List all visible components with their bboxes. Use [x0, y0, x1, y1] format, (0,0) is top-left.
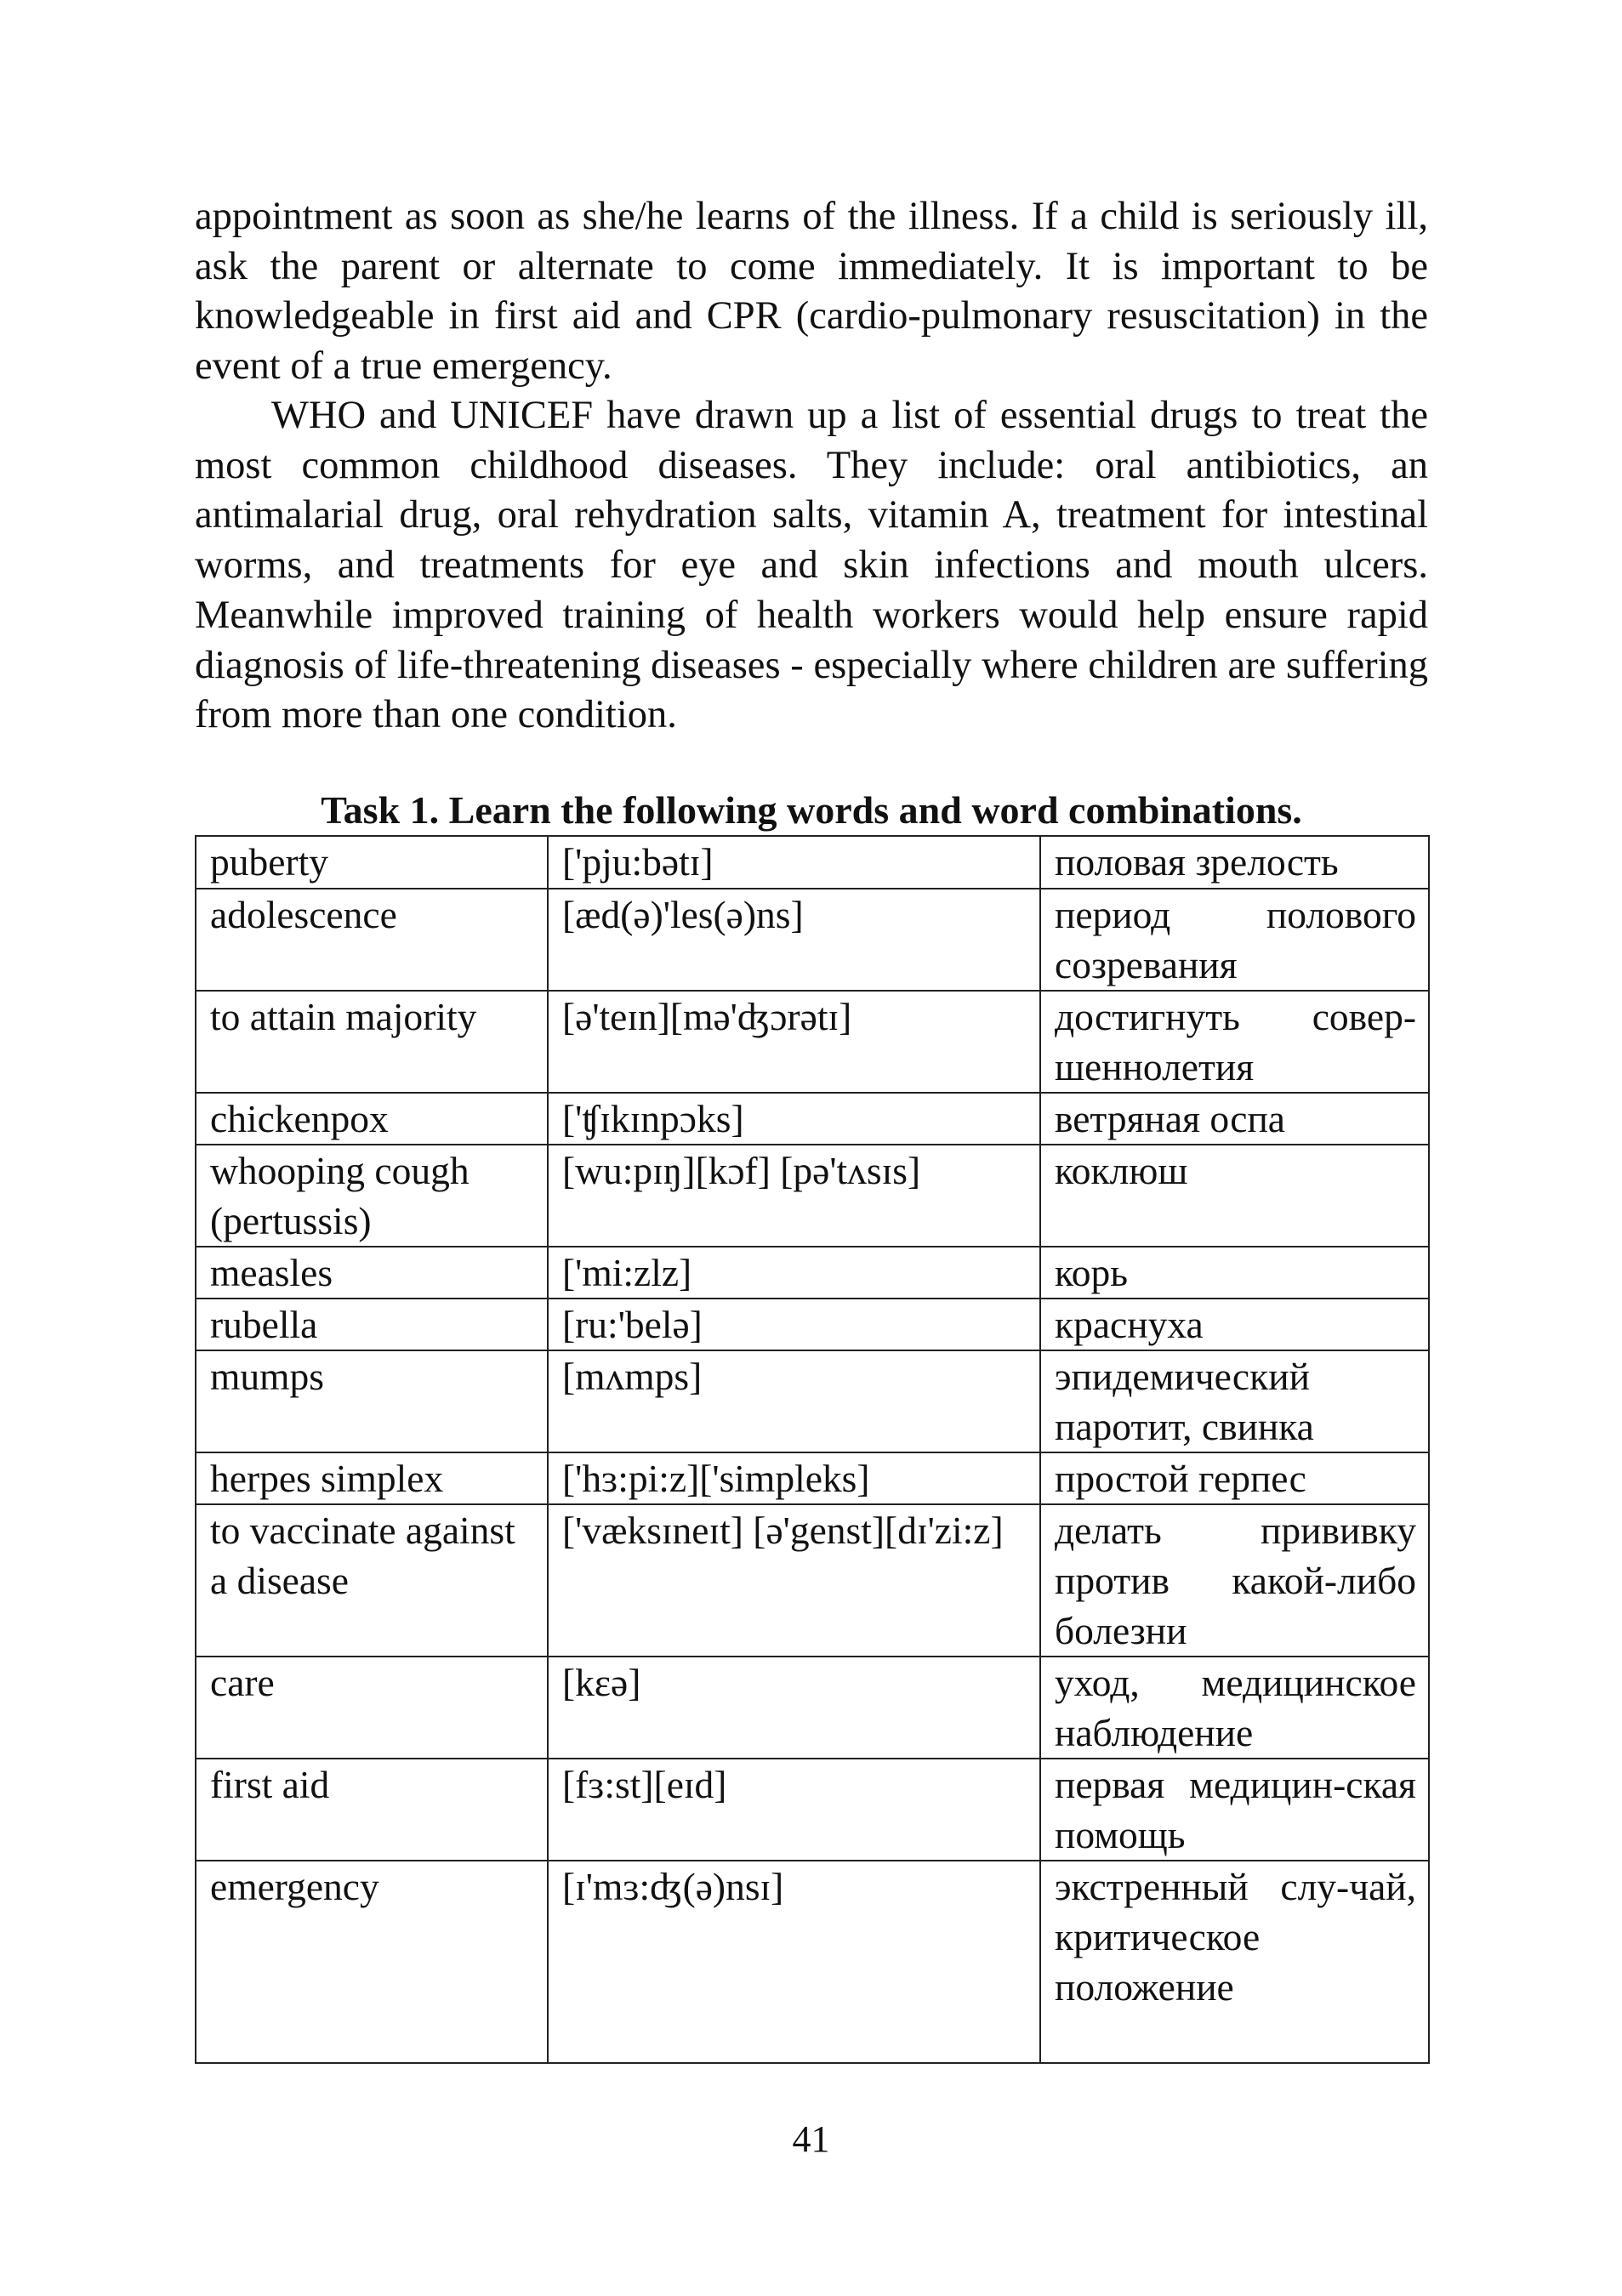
- translation-cell: простой герпес: [1040, 1452, 1429, 1504]
- translation-cell: делать прививку против какой-либо болезни: [1040, 1504, 1429, 1657]
- translation-cell: уход, медицинское наблюдение: [1040, 1657, 1429, 1759]
- table-row: [196, 1759, 1429, 1861]
- translation-cell: первая медицин-ская помощь: [1040, 1759, 1429, 1861]
- body-paragraph: appointment as soon as she/he learns of the illness. If a child is seriously ill, ask the parent or alternate to come immediately. It is important to be knowledgeable in first aid and CPR (cardio-pulmonary resuscitation) in the event of a true emergency.: [195, 195, 1428, 389]
- term-cell: herpes simplex: [196, 1452, 548, 1504]
- term-cell: chickenpox: [196, 1093, 548, 1145]
- translation-cell: экстренный слу-чай, критическое положение: [1040, 1861, 1429, 2063]
- term-cell: mumps: [196, 1350, 548, 1452]
- term-cell: first aid: [196, 1759, 548, 1861]
- transcription-cell: [kɛə]: [548, 1657, 1040, 1759]
- transcription-cell: [ɪ'mɜ:ʤ(ə)nsɪ]: [548, 1861, 1040, 2063]
- term-cell: whooping cough (pertussis): [196, 1145, 548, 1247]
- page-number: 41: [792, 2118, 830, 2160]
- table-row: [196, 1299, 1429, 1350]
- table-row: [196, 1350, 1429, 1452]
- transcription-cell: ['pju:bətɪ]: [548, 836, 1040, 889]
- translation-cell: коклюш: [1040, 1145, 1429, 1247]
- transcription-cell: [wu:pɪŋ][kɔf] [pə'tʌsɪs]: [548, 1145, 1040, 1247]
- table-row: [196, 1093, 1429, 1145]
- translation-cell: краснуха: [1040, 1299, 1429, 1350]
- term-cell: adolescence: [196, 889, 548, 991]
- body-paragraph: WHO and UNICEF have drawn up a list of essential drugs to treat the most common childhood diseases. They include: oral antibiotics, an antimalarial drug, oral rehydration salts, vitamin A, treatment for intestinal worms, and treatments for eye and skin infections and mouth ulcers. Meanwhile improved training of health workers would help ensure rapid diagnosis of life-threatening diseases - especially where children are suffering from more than one condition.: [195, 394, 1428, 737]
- term-cell: to vaccinate against a disease: [196, 1504, 548, 1657]
- table-row: [196, 1247, 1429, 1299]
- transcription-cell: [ə'teɪn][mə'ʤɔrətɪ]: [548, 991, 1040, 1093]
- transcription-cell: [æd(ə)'les(ə)ns]: [548, 889, 1040, 991]
- term-cell: emergency: [196, 1861, 548, 2063]
- term-cell: rubella: [196, 1299, 548, 1350]
- translation-cell: достигнуть совер-шеннолетия: [1040, 991, 1429, 1093]
- translation-cell: половая зрелость: [1040, 836, 1429, 889]
- transcription-cell: ['mi:zlz]: [548, 1247, 1040, 1299]
- table-row: [196, 889, 1429, 991]
- term-cell: puberty: [196, 836, 548, 889]
- transcription-cell: ['ʧɪkɪnpɔks]: [548, 1093, 1040, 1145]
- table-row: [196, 991, 1429, 1093]
- table-row: [196, 1145, 1429, 1247]
- transcription-cell: [mʌmps]: [548, 1350, 1040, 1452]
- transcription-cell: ['væksɪneɪt] [ə'genst][dɪ'zi:z]: [548, 1504, 1040, 1657]
- translation-cell: эпидемический паротит, свинка: [1040, 1350, 1429, 1452]
- transcription-cell: [fɜ:st][eɪd]: [548, 1759, 1040, 1861]
- vocabulary-table: [195, 835, 1430, 2064]
- term-cell: to attain majority: [196, 991, 548, 1093]
- table-row: [196, 1452, 1429, 1504]
- translation-cell: ветряная оспа: [1040, 1093, 1429, 1145]
- table-row: [196, 1657, 1429, 1759]
- translation-cell: период полового созревания: [1040, 889, 1429, 991]
- term-cell: measles: [196, 1247, 548, 1299]
- transcription-cell: [ru:'belə]: [548, 1299, 1040, 1350]
- task-heading: Task 1. Learn the following words and word combinations.: [321, 788, 1302, 832]
- translation-cell: корь: [1040, 1247, 1429, 1299]
- table-row: [196, 836, 1429, 889]
- table-row: [196, 1861, 1429, 2063]
- table-row: [196, 1504, 1429, 1657]
- transcription-cell: ['hɜ:pi:z]['simpleks]: [548, 1452, 1040, 1504]
- term-cell: care: [196, 1657, 548, 1759]
